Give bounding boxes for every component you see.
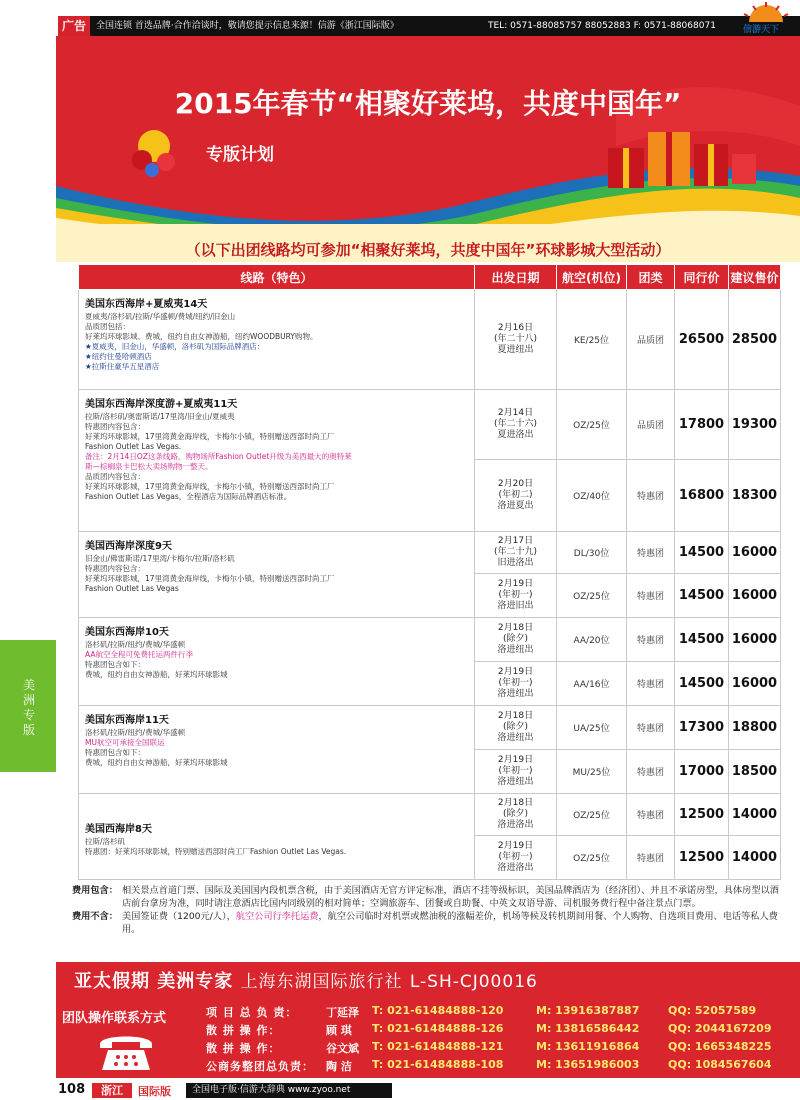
contact-title: 团队操作联系方式 — [62, 1011, 167, 1026]
departure-date: 2月20日 — [497, 479, 534, 489]
airline-cell: OZ/40位 — [557, 460, 627, 532]
trade-price-cell: 17000 — [675, 750, 729, 794]
trade-price-cell: 16800 — [675, 460, 729, 532]
departure-route: 洛进洛出 — [497, 863, 534, 873]
retail-price-cell: 16000 — [729, 618, 781, 662]
airline-cell: OZ/25位 — [557, 574, 627, 618]
retail-price-cell: 16000 — [729, 532, 781, 574]
departure-lunar: (除夕) — [502, 722, 529, 732]
contact-role: 散 拼 操 作： — [206, 1042, 281, 1055]
route-line: Fashion Outlet Las Vegas. — [85, 442, 182, 451]
table-row — [79, 290, 781, 390]
side-section-tab — [0, 640, 56, 772]
retail-price-cell: 14000 — [729, 794, 781, 836]
contact-mobile: M: 13816586442 — [536, 1022, 640, 1035]
airline-cell: MU/25位 — [557, 750, 627, 794]
contact-qq: QQ: 52057589 — [668, 1004, 757, 1017]
contact-qq: QQ: 1665348225 — [668, 1040, 772, 1053]
group-type-cell: 品质团 — [627, 290, 675, 390]
departure-lunar: (年二十九) — [493, 547, 538, 557]
departure-route: 洛进洛出 — [497, 820, 534, 830]
route-line: MU航空可承接全国联运 — [85, 738, 165, 747]
departure-date-cell — [475, 794, 557, 836]
route-title: 美国东西海岸+夏威夷14天 — [85, 299, 208, 310]
group-type-cell: 特惠团 — [627, 662, 675, 706]
telephone-icon — [96, 1030, 156, 1074]
retail-price-cell: 18300 — [729, 460, 781, 532]
fees-excluded-highlight: 航空公司行李托运费 — [235, 911, 319, 922]
departure-date: 2月14日 — [497, 408, 534, 418]
route-line: 夏威夷/洛杉矶/拉斯/华盛顿/费城/纽约/旧金山 — [85, 312, 236, 321]
group-type-cell: 特惠团 — [627, 618, 675, 662]
route-cell — [79, 706, 475, 794]
retail-price-cell: 28500 — [729, 290, 781, 390]
route-line: 好莱坞环球影城，17里湾黄金海岸线，卡梅尔小镇，特别赠送西部时尚工厂 — [85, 432, 335, 441]
route-title: 美国东西海岸11天 — [85, 715, 169, 726]
route-line: 特惠团内容包含： — [85, 422, 145, 431]
departure-date: 2月17日 — [497, 536, 534, 546]
departure-date: 2月19日 — [497, 579, 534, 589]
airline-cell: AA/20位 — [557, 618, 627, 662]
route-title: 美国东西海岸深度游+夏威夷11天 — [85, 399, 238, 410]
retail-price-cell: 16000 — [729, 574, 781, 618]
agency-company: 上海东湖国际旅行社 — [240, 972, 403, 992]
departure-route: 洛进夏出 — [497, 501, 534, 511]
departure-lunar: (年初一) — [498, 678, 533, 688]
route-line: 品质团包括： — [85, 322, 130, 331]
fees-excluded-text-1: 美国签证费（1200元/人）， — [122, 911, 236, 922]
retail-price-cell: 18800 — [729, 706, 781, 750]
airline-cell: OZ/25位 — [557, 794, 627, 836]
group-type-cell: 特惠团 — [627, 794, 675, 836]
trade-price-cell: 14500 — [675, 618, 729, 662]
departure-date: 2月18日 — [497, 798, 534, 808]
route-line: 费城，纽约自由女神游船，好莱坞环球影城 — [85, 758, 228, 767]
departure-route: 洛进纽出 — [497, 733, 534, 743]
departure-date: 2月19日 — [497, 841, 534, 851]
airline-cell: OZ/25位 — [557, 390, 627, 460]
departure-lunar: (除夕) — [502, 809, 529, 819]
route-line: AA航空全程可免费托运两件行李 — [85, 650, 193, 659]
route-line: 备注：2月14日OZ这条线路，购物场所Fashion Outlet升级为美西最大的奥特莱 — [85, 452, 352, 461]
route-line: 好莱坞环球影城，17里湾黄金海岸线，卡梅尔小镇，特别赠送西部时尚工厂 — [85, 574, 335, 583]
route-line: 特惠团：好莱坞环球影城，特别赠送西部时尚工厂Fashion Outlet Las Vegas. — [85, 846, 347, 856]
fees-included — [72, 884, 788, 910]
airline-cell: OZ/25位 — [557, 836, 627, 880]
group-type-cell: 品质团 — [627, 390, 675, 460]
airline-cell: DL/30位 — [557, 532, 627, 574]
fees-excluded-text-2: ，航空公司临时对机票或燃油税的涨幅差价，机场等候及转机期间用餐、个人购物、自选项目费用、电话等私人费用。 — [122, 911, 778, 935]
contact-tel: T: 021-61484888-120 — [372, 1004, 504, 1017]
route-table — [78, 264, 781, 880]
departure-date: 2月18日 — [497, 623, 534, 633]
departure-date: 2月18日 — [497, 711, 534, 721]
agency-license: L-SH-CJ00016 — [409, 972, 538, 992]
trade-price-cell: 26500 — [675, 290, 729, 390]
contact-role: 项 目 总 负 责： — [206, 1006, 298, 1019]
column-header-airline: 航空(机位) — [557, 265, 627, 290]
departure-date-cell — [475, 290, 557, 390]
table-row — [79, 618, 781, 662]
agency-bar — [56, 962, 800, 998]
route-line: 拉斯/洛杉矶/奥雷斯诺/17里湾/旧金山/夏威夷 — [85, 412, 235, 421]
departure-date-cell — [475, 836, 557, 880]
route-line: ★纽约住曼哈顿酒店 — [85, 352, 152, 361]
trade-price-cell: 12500 — [675, 794, 729, 836]
publisher-logo — [735, 0, 797, 36]
contact-role: 散 拼 操 作： — [206, 1024, 281, 1037]
departure-lunar: (年初一) — [498, 852, 533, 862]
departure-date-cell — [475, 662, 557, 706]
route-line: Fashion Outlet Las Vegas，全程酒店为国际品牌酒店标准。 — [85, 492, 292, 501]
side-tab-text: 美洲专版 — [22, 678, 35, 737]
contact-role: 公商务整团总负责： — [206, 1060, 314, 1073]
route-line: 好莱坞环球影城、费城，纽约自由女神游船，纽约WOODBURY购物。 — [85, 332, 318, 341]
route-line: 洛杉矶/拉斯/纽约/费城/华盛顿 — [85, 728, 186, 737]
page-number: 108 — [58, 1082, 86, 1097]
fees-included-label: 费用包含： — [72, 885, 118, 896]
fees-excluded-label: 费用不含： — [72, 911, 118, 922]
route-line: ★拉斯住豪华五星酒店 — [85, 362, 160, 371]
trade-price-cell: 14500 — [675, 662, 729, 706]
fees-section — [72, 884, 788, 936]
edition-label: 国际版 — [138, 1085, 171, 1098]
contact-tel: T: 021-61484888-108 — [372, 1058, 504, 1071]
group-type-cell: 特惠团 — [627, 574, 675, 618]
route-cell — [79, 390, 475, 532]
departure-date: 2月19日 — [497, 667, 534, 677]
departure-date-cell — [475, 618, 557, 662]
route-title: 美国西海岸深度9天 — [85, 541, 172, 552]
route-line: 特惠团包含如下： — [85, 660, 145, 669]
column-header-route: 线路（特色） — [79, 265, 475, 290]
gift-ornament-icon — [132, 130, 175, 177]
departure-route: 洛进纽出 — [497, 689, 534, 699]
table-row — [79, 794, 781, 836]
departure-date-cell — [475, 706, 557, 750]
group-type-cell: 特惠团 — [627, 836, 675, 880]
route-cell — [79, 618, 475, 706]
column-header-date: 出发日期 — [475, 265, 557, 290]
contact-qq: QQ: 1084567604 — [668, 1058, 772, 1071]
agency-text — [74, 967, 538, 993]
logo-text: 信游天下 — [743, 25, 780, 35]
departure-route: 洛进旧出 — [497, 601, 534, 611]
banner-title: 2015年春节“相聚好莱坞，共度中国年” — [174, 87, 682, 120]
route-line: ★夏威夷，旧金山，华盛顿，洛杉矶为国际品牌酒店： — [85, 342, 265, 351]
departure-lunar: (年初一) — [498, 590, 533, 600]
province-tag: 浙江 — [92, 1083, 132, 1098]
promo-banner — [56, 36, 800, 262]
column-header-retail-price: 建议售价 — [729, 265, 781, 290]
departure-route: 旧进洛出 — [497, 558, 534, 568]
departure-date-cell — [475, 750, 557, 794]
route-title: 美国西海岸8天 — [85, 823, 152, 835]
banner-background-graphic — [56, 36, 800, 262]
departure-route: 洛进纽出 — [497, 645, 534, 655]
contact-name: 丁延泽 — [326, 1006, 359, 1019]
trade-price-cell: 14500 — [675, 574, 729, 618]
route-line: 品质团内容包含： — [85, 472, 145, 481]
ad-slogan: 全国连锁 首选品牌·合作洽谈时，敬请您提示信息来源！信游《浙江国际版》 — [96, 21, 399, 31]
banner-subtitle: 专版计划 — [206, 145, 274, 165]
departure-route: 夏进纽出 — [497, 345, 534, 355]
trade-price-cell: 17300 — [675, 706, 729, 750]
contact-tel: T: 021-61484888-121 — [372, 1040, 504, 1053]
footer-strip: 全国电子版·信游大辞典 www.zyoo.net — [186, 1083, 392, 1098]
page-footer — [0, 1080, 800, 1100]
ad-label: 广告 — [58, 16, 90, 36]
departure-date: 2月19日 — [497, 755, 534, 765]
retail-price-cell: 16000 — [729, 662, 781, 706]
route-line: 斯—棕榈泉卡巴松大卖场购物一整天。 — [85, 462, 213, 471]
contact-name: 谷文斌 — [326, 1042, 359, 1055]
departure-date-cell — [475, 532, 557, 574]
route-cell — [79, 290, 475, 390]
route-line: 特惠团包含如下： — [85, 748, 145, 757]
contact-mobile: M: 13611916864 — [536, 1040, 640, 1053]
airline-cell: UA/25位 — [557, 706, 627, 750]
route-line: 旧金山/佛雷斯诺/17里湾/卡梅尔/拉斯/洛杉矶 — [85, 554, 235, 563]
airline-cell: KE/25位 — [557, 290, 627, 390]
departure-date-cell — [475, 390, 557, 460]
route-line: Fashion Outlet Las Vegas — [85, 584, 179, 593]
ad-tel-fax: TEL: 0571-88085757 88052883 F: 0571-88068071 — [488, 21, 716, 31]
retail-price-cell: 19300 — [729, 390, 781, 460]
table-row — [79, 706, 781, 750]
contact-name: 顾 琪 — [326, 1024, 352, 1037]
route-line: 特惠团内容包含： — [85, 564, 145, 573]
trade-price-cell: 12500 — [675, 836, 729, 880]
retail-price-cell: 18500 — [729, 750, 781, 794]
route-line: 费城，纽约自由女神游船，好莱坞环球影城 — [85, 670, 228, 679]
trade-price-cell: 14500 — [675, 532, 729, 574]
departure-date-cell — [475, 574, 557, 618]
group-type-cell: 特惠团 — [627, 750, 675, 794]
agency-brand: 亚太假期 美洲专家 — [74, 971, 234, 992]
sun-logo-icon — [735, 0, 797, 24]
contact-qq: QQ: 2044167209 — [668, 1022, 772, 1035]
departure-lunar: (除夕) — [502, 634, 529, 644]
banner-note: （以下出团线路均可参加“相聚好莱坞，共度中国年”环球影城大型活动） — [185, 241, 671, 259]
retail-price-cell: 14000 — [729, 836, 781, 880]
departure-date: 2月16日 — [497, 323, 534, 333]
route-cell — [79, 532, 475, 618]
departure-lunar: (年初二) — [498, 490, 533, 500]
contact-tel: T: 021-61484888-126 — [372, 1022, 504, 1035]
contact-mobile: M: 13916387887 — [536, 1004, 640, 1017]
table-row — [79, 390, 781, 460]
contact-mobile: M: 13651986003 — [536, 1058, 640, 1071]
departure-route: 洛进纽出 — [497, 777, 534, 787]
route-line: 拉斯/洛杉矶 — [85, 836, 126, 846]
fees-included-text: 相关景点首道门票、国际及美国国内段机票含税，由于美国酒店无官方评定标准，酒店不挂等级标识，美国品牌酒店为（经济团）、并且不承诺房型，具体房型以酒店前台拿房为准，同时请注意酒店比国内同级别的相对简单；空调旅游车、团餐或自助餐、中英文双语导游、司机服务费行程中备注景点门票。 — [122, 885, 779, 909]
ad-strip — [90, 16, 800, 36]
top-ad-bar — [0, 0, 800, 36]
airline-cell: AA/16位 — [557, 662, 627, 706]
fees-excluded — [72, 910, 788, 936]
departure-lunar: (年二十六) — [493, 419, 538, 429]
left-margin — [0, 36, 56, 1080]
departure-route: 夏进洛出 — [497, 430, 534, 440]
route-line: 洛杉矶/拉斯/纽约/费城/华盛顿 — [85, 640, 186, 649]
group-type-cell: 特惠团 — [627, 532, 675, 574]
departure-lunar: (年初一) — [498, 766, 533, 776]
column-header-group-type: 团类 — [627, 265, 675, 290]
group-type-cell: 特惠团 — [627, 706, 675, 750]
contact-name: 陶 洁 — [326, 1060, 352, 1073]
route-cell — [79, 794, 475, 880]
contact-section — [56, 998, 800, 1078]
departure-date-cell — [475, 460, 557, 532]
route-line: 好莱坞环球影城，17里湾黄金海岸线，卡梅尔小镇，特别赠送西部时尚工厂 — [85, 482, 335, 491]
group-type-cell: 特惠团 — [627, 460, 675, 532]
departure-lunar: (年二十八) — [493, 334, 538, 344]
table-row — [79, 532, 781, 574]
table-header-row — [79, 265, 781, 290]
column-header-trade-price: 同行价 — [675, 265, 729, 290]
route-title: 美国东西海岸10天 — [85, 627, 169, 638]
trade-price-cell: 17800 — [675, 390, 729, 460]
